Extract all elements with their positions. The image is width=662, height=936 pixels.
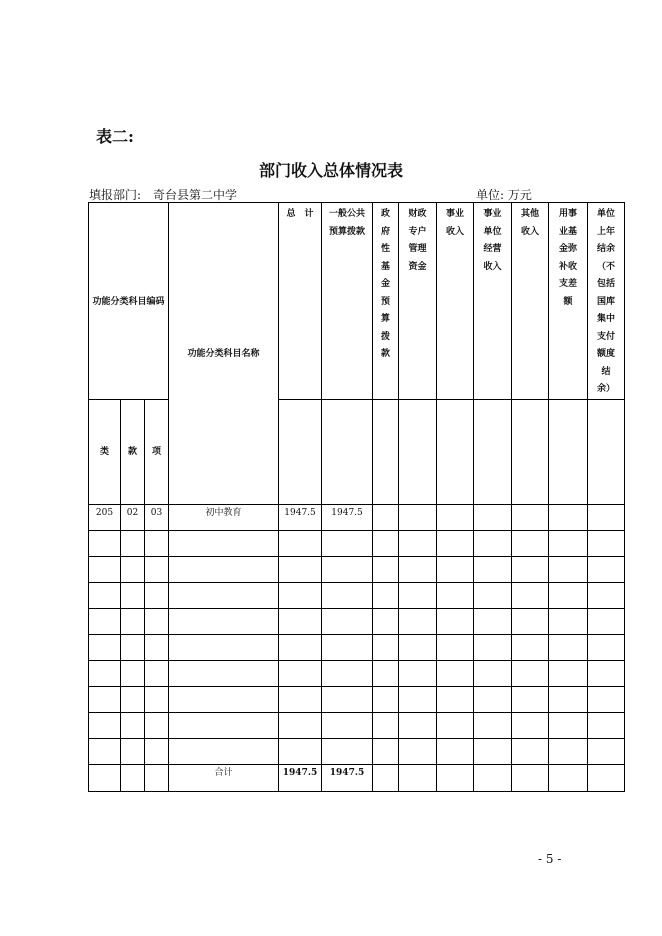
header-lei: 类 xyxy=(89,399,121,504)
cell-xiang: 03 xyxy=(145,504,169,530)
empty-row xyxy=(89,530,625,556)
cell xyxy=(512,504,549,530)
header-cell xyxy=(373,399,399,504)
table-row xyxy=(89,504,625,530)
header-cell xyxy=(322,399,373,504)
total-label: 合计 xyxy=(169,764,279,791)
header-business-income: 事业收入 xyxy=(437,203,474,400)
header-carryover: 单位上年结余（不包括国库集中支付额度结余） xyxy=(588,203,625,400)
page-title: 部门收入总体情况表 xyxy=(258,161,403,180)
header-gov-fund: 政府性基金预算拨款 xyxy=(373,203,399,400)
cell xyxy=(399,504,437,530)
header-kuan: 款 xyxy=(121,399,145,504)
header-cell xyxy=(399,399,437,504)
cell-general: 1947.5 xyxy=(322,504,373,530)
unit-label: 单位: 万元 xyxy=(476,188,532,202)
header-func-name: 功能分类科目名称 xyxy=(169,203,279,505)
empty-row xyxy=(89,634,625,660)
empty-row xyxy=(89,582,625,608)
cell xyxy=(549,504,588,530)
header-cell xyxy=(279,399,322,504)
header-cell xyxy=(437,399,474,504)
cell-kuan: 02 xyxy=(121,504,145,530)
header-unit-operating: 事业单位经营收入 xyxy=(474,203,512,400)
reporting-department: 填报部门: 奇台县第二中学 xyxy=(89,188,238,202)
cell xyxy=(474,504,512,530)
empty-row xyxy=(89,556,625,582)
cell-name: 初中教育 xyxy=(169,504,279,530)
header-cell xyxy=(512,399,549,504)
cell xyxy=(373,504,399,530)
total-row xyxy=(89,764,625,791)
empty-row xyxy=(89,712,625,738)
header-cell xyxy=(549,399,588,504)
empty-row xyxy=(89,738,625,764)
header-xiang: 项 xyxy=(145,399,169,504)
total-total: 1947.5 xyxy=(279,764,322,791)
cell-total: 1947.5 xyxy=(279,504,322,530)
header-cell xyxy=(474,399,512,504)
page-number: - 5 - xyxy=(538,852,562,866)
header-row-1 xyxy=(89,203,625,400)
empty-row xyxy=(89,686,625,712)
header-reserve-fund: 用事业基金弥补收支差额 xyxy=(549,203,588,400)
cell xyxy=(437,504,474,530)
header-fiscal-special: 财政专户管理资金 xyxy=(399,203,437,400)
table-label: 表二: xyxy=(96,127,134,146)
header-func-code: 功能分类科目编码 xyxy=(89,203,169,400)
empty-row xyxy=(89,660,625,686)
header-cell xyxy=(588,399,625,504)
cell xyxy=(588,504,625,530)
cell-lei: 205 xyxy=(89,504,121,530)
income-table xyxy=(88,202,625,792)
header-general-budget: 一般公共预算拨款 xyxy=(322,203,373,400)
header-other-income: 其他收入 xyxy=(512,203,549,400)
header-total: 总 计 xyxy=(279,203,322,400)
total-general: 1947.5 xyxy=(322,764,373,791)
empty-row xyxy=(89,608,625,634)
